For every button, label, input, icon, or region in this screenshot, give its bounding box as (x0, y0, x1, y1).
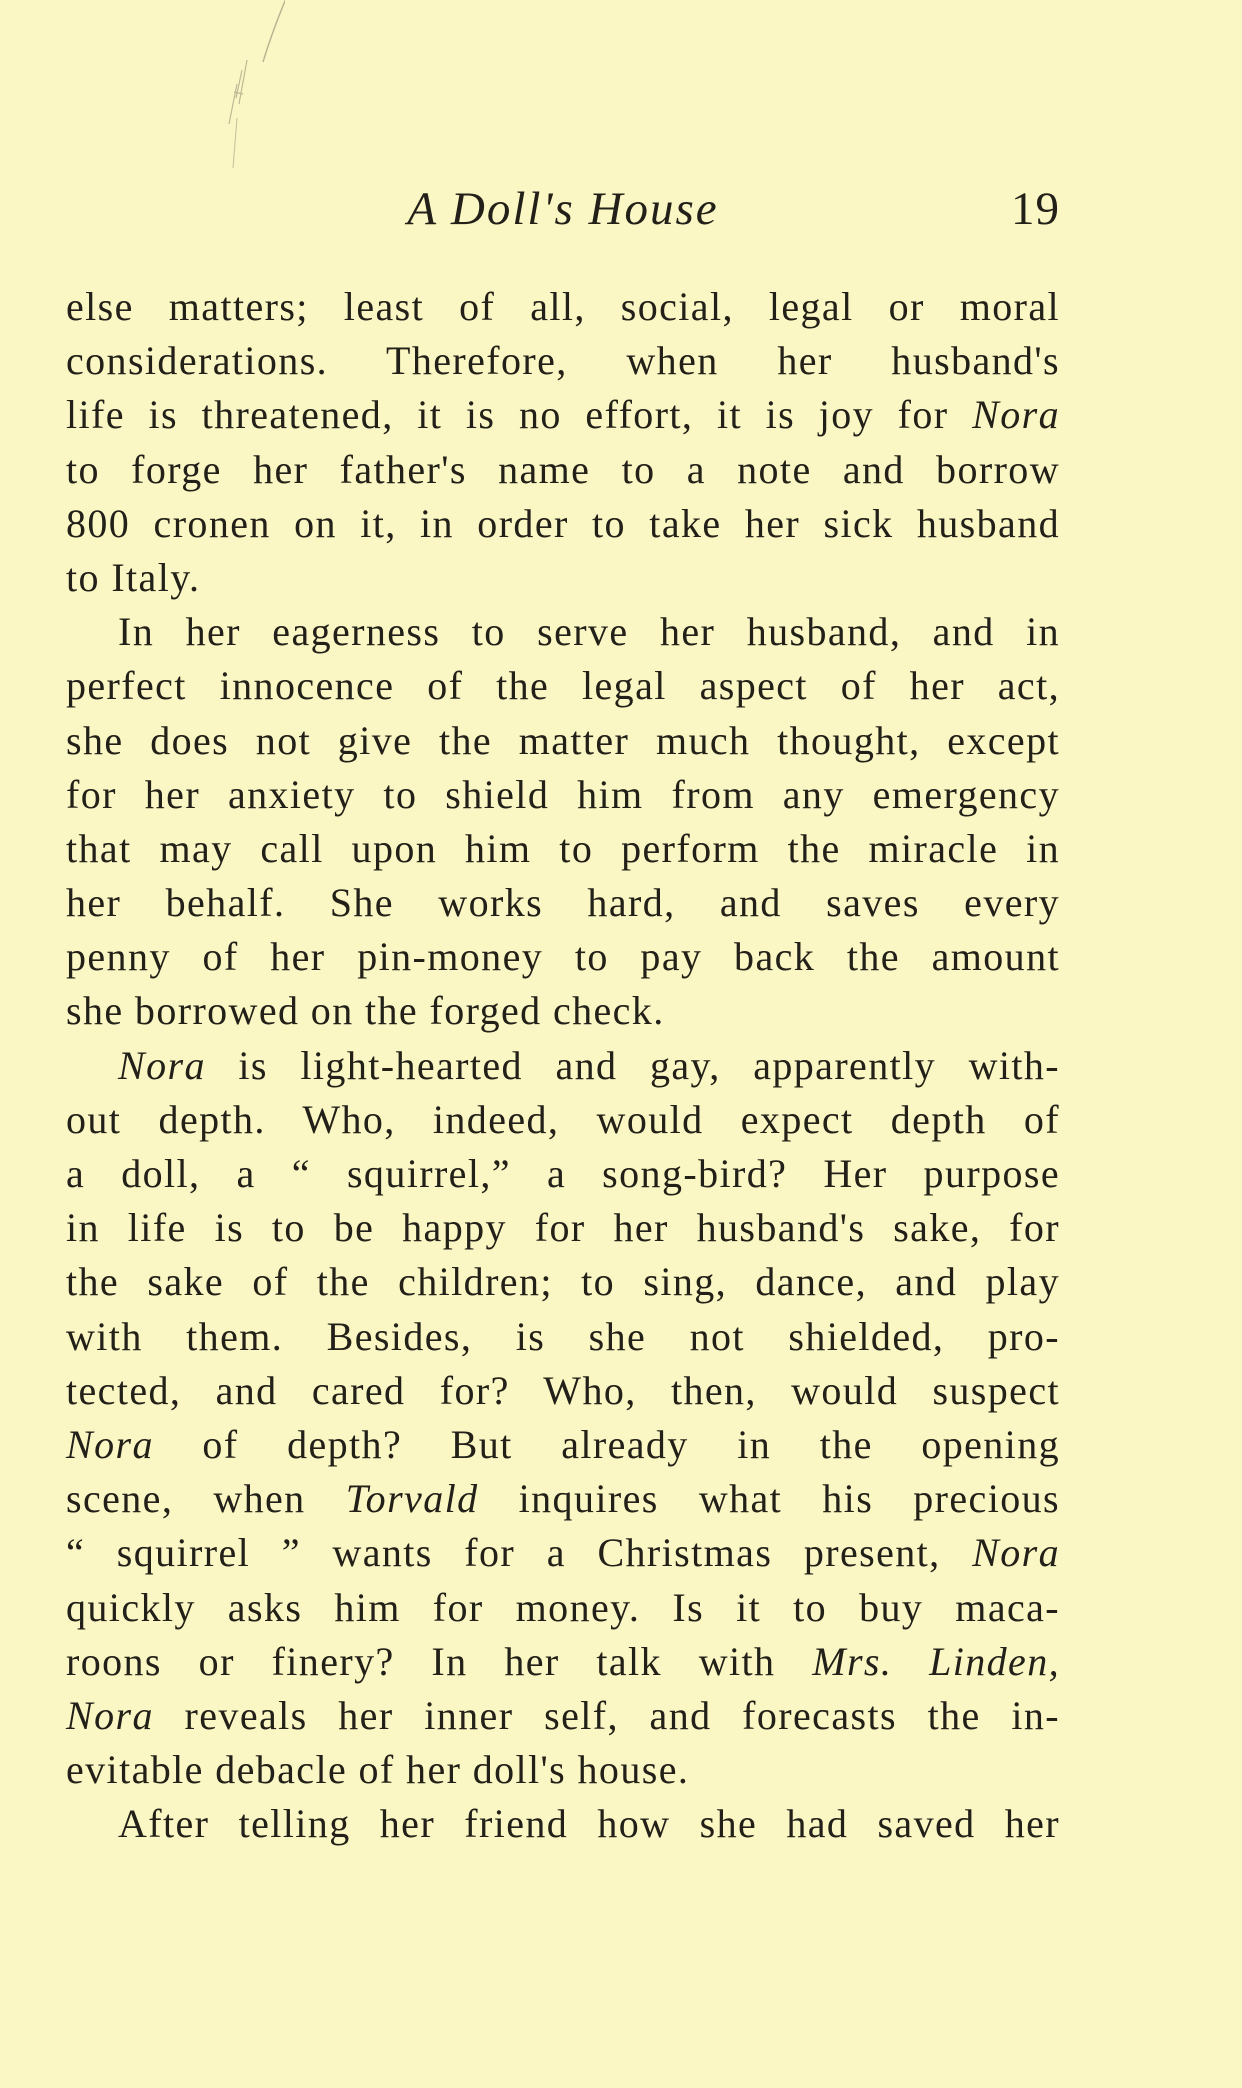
text-line: In her eagerness to serve her husband, and in (118, 609, 1060, 655)
text-line: to Italy. (66, 554, 201, 600)
italic-term: Nora (66, 1421, 154, 1467)
text-line: perfect innocence of the legal aspect of her act, (66, 663, 1060, 709)
text-line: in life is to be happy for her husband's sake, for (66, 1205, 1060, 1251)
running-head (66, 182, 1060, 242)
running-title: A Doll's House (407, 183, 719, 235)
italic-term: Nora (118, 1042, 206, 1088)
text-line: considerations. Therefore, when her husband's (66, 338, 1060, 384)
text-line: the sake of the children; to sing, dance, and play (66, 1259, 1060, 1305)
text-line: her behalf. She works hard, and saves every (66, 880, 1060, 926)
text-line: else matters; least of all, social, legal or moral (66, 284, 1060, 329)
text-line: with them. Besides, is she not shielded, pro- (66, 1313, 1060, 1359)
pencil-mark (225, 0, 285, 170)
text-line: Nora of depth? But already in the opening (66, 1421, 1060, 1467)
text-line: Nora reveals her inner self, and forecasts the in- (66, 1692, 1060, 1738)
italic-term: Nora (972, 392, 1060, 438)
text-line: tected, and cared for? Who, then, would suspect (66, 1367, 1060, 1413)
text-line: “ squirrel ” wants for a Christmas present, Nora (66, 1530, 1060, 1576)
italic-term: Nora (66, 1692, 154, 1738)
body-text (66, 280, 1060, 1851)
text-line: she borrowed on the forged check. (66, 988, 665, 1034)
text-line: that may call upon him to perform the miracle in (66, 825, 1060, 871)
text-line: evitable debacle of her doll's house. (66, 1747, 690, 1793)
text-line: quickly asks him for money. Is it to buy maca- (66, 1584, 1060, 1630)
text-line: out depth. Who, indeed, would expect depth of (66, 1096, 1060, 1142)
text-line: scene, when Torvald inquires what his precious (66, 1476, 1060, 1522)
italic-term: Torvald (345, 1476, 479, 1522)
text-line: After telling her friend how she had saved her (118, 1801, 1060, 1847)
text-line: 800 cronen on it, in order to take her sick husband (66, 500, 1060, 546)
text-line: life is threatened, it is no effort, it is joy for Nora (66, 392, 1060, 438)
page-number: 19 (1011, 183, 1060, 235)
italic-term: Mrs. Linden, (812, 1638, 1060, 1684)
italic-term: Nora (972, 1530, 1060, 1576)
text-line: she does not give the matter much thought, except (66, 717, 1060, 763)
text-line: penny of her pin-money to pay back the amount (66, 934, 1060, 980)
text-line: for her anxiety to shield him from any emergency (66, 771, 1060, 817)
text-line: a doll, a “ squirrel,” a song-bird? Her purpose (66, 1151, 1060, 1196)
text-line: Nora is light-hearted and gay, apparently with- (118, 1042, 1060, 1088)
text-line: to forge her father's name to a note and borrow (66, 446, 1060, 492)
text-line: roons or finery? In her talk with Mrs. Linden, (66, 1638, 1060, 1684)
